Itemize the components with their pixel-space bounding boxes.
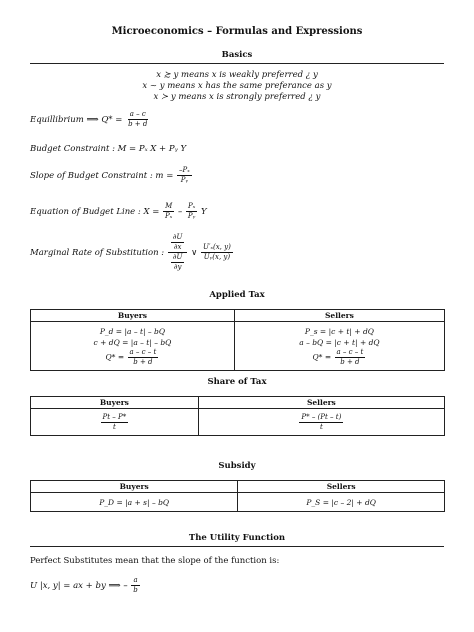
- equilibrium-fraction: [126, 110, 149, 129]
- slope-num: –Pₓ: [179, 166, 190, 174]
- applied-tax-sellers-num: a – c – t: [336, 347, 364, 356]
- applied-tax-sellers-line-2: a – bQ = |c + t| + dQ: [299, 337, 380, 347]
- mrs-mid: ∨: [191, 248, 198, 258]
- applied-tax-heading: Applied Tax: [209, 290, 265, 300]
- mrs-den-bot: ∂y: [173, 263, 182, 271]
- table-row: [31, 322, 445, 371]
- slope-fraction: [177, 166, 192, 185]
- share-of-tax-table: [30, 396, 445, 436]
- equilibrium-formula: [30, 110, 150, 129]
- share-of-tax-sellers-den: t: [319, 422, 323, 431]
- applied-tax-table: [30, 309, 445, 371]
- mrs-num-partial: [171, 233, 185, 252]
- mrs-compound-fraction: [168, 233, 188, 272]
- table-header-row: [31, 481, 445, 493]
- column-header-sellers: Sellers: [238, 481, 445, 493]
- mrs-lhs: Marginal Rate of Substitution :: [30, 248, 165, 258]
- utility-formula-den: b: [133, 586, 138, 594]
- subsidy-table: [30, 480, 445, 512]
- share-of-tax-sellers-num: P* – (Pt – t): [301, 412, 342, 421]
- applied-tax-sellers-den: b + d: [340, 357, 360, 366]
- share-of-tax-buyers-fraction: [101, 413, 129, 432]
- applied-tax-buyers-cell: [31, 322, 235, 371]
- share-of-tax-sellers-cell: [198, 409, 444, 436]
- budget-line-fraction-1: [163, 202, 174, 221]
- share-of-tax-heading: Share of Tax: [207, 377, 267, 387]
- applied-tax-sellers-cell: [234, 322, 444, 371]
- share-of-tax-sellers-fraction: [299, 413, 343, 432]
- slope-lhs: Slope of Budget Constraint : m =: [30, 171, 174, 181]
- share-of-tax-buyers-den: t: [112, 422, 116, 431]
- column-header-buyers: Buyers: [31, 310, 235, 322]
- applied-tax-sellers-fraction: [335, 348, 366, 367]
- mrs-r-den: Uᵧ(x, y): [203, 253, 231, 261]
- slope-formula: [30, 166, 193, 185]
- budget-line-tail: Y: [200, 207, 207, 217]
- subsidy-sellers-cell: P_S = |c – 2| + dQ: [238, 493, 445, 512]
- applied-tax-buyers-line-2: c + dQ = |a – t| – bQ: [93, 337, 172, 347]
- utility-rule: [30, 546, 444, 547]
- share-of-tax-buyers-num: Pt – P*: [102, 412, 127, 421]
- applied-tax-buyers-fraction: [128, 348, 159, 367]
- preference-strong: x ≻ y means x is strongly preferred ¿ y: [153, 92, 321, 102]
- mrs-formula: [30, 233, 234, 272]
- applied-tax-buyers-den: b + d: [133, 357, 153, 366]
- share-of-tax-buyers-cell: [31, 409, 199, 436]
- budget-constraint-formula: Budget Constraint : M = Pₓ X + Pᵧ Y: [30, 144, 187, 154]
- table-row: [31, 409, 445, 436]
- mrs-num-top: ∂U: [172, 233, 183, 241]
- applied-tax-sellers-q-lhs: Q* =: [312, 352, 332, 361]
- mrs-num-bot: ∂x: [173, 243, 182, 251]
- mrs-den-top: ∂U: [172, 253, 183, 261]
- table-header-row: [31, 397, 445, 409]
- applied-tax-buyers-num: a – c – t: [129, 347, 157, 356]
- slope-den: Pᵧ: [180, 176, 189, 184]
- applied-tax-buyers-q-lhs: Q* =: [105, 352, 125, 361]
- table-header-row: [31, 310, 445, 322]
- applied-tax-sellers-line-1: P_s = |c + t| + dQ: [304, 326, 374, 336]
- budget-line-minus: –: [177, 207, 183, 217]
- column-header-buyers: Buyers: [31, 397, 199, 409]
- utility-heading: The Utility Function: [188, 533, 286, 543]
- subsidy-heading: Subsidy: [218, 461, 256, 471]
- equilibrium-num: a – c: [129, 110, 146, 118]
- utility-formula-fraction: [131, 576, 139, 595]
- mrs-denominator: [168, 253, 188, 272]
- utility-formula-lhs: U |x, y| = ax + by ⟹ –: [30, 581, 128, 591]
- utility-description: Perfect Substitutes mean that the slope of the function is:: [30, 556, 280, 566]
- preference-weak: x ≿ y means x is weakly preferred ¿ y: [156, 70, 318, 80]
- budget-line-lhs: Equation of Budget Line : X =: [30, 207, 160, 217]
- column-header-sellers: Sellers: [234, 310, 444, 322]
- mrs-r-num: U′ₓ(x, y): [203, 243, 231, 251]
- budget-line-f1-num: M: [165, 202, 173, 210]
- utility-formula: [30, 576, 141, 595]
- mrs-right-fraction: [201, 243, 233, 262]
- preference-indifferent: x ~ y means x has the same preferance as y: [142, 81, 332, 91]
- equilibrium-lhs: Equillibrium ⟹ Q* =: [30, 115, 123, 125]
- table-row: [31, 493, 445, 512]
- budget-line-fraction-2: [186, 202, 197, 221]
- mrs-den-partial: [171, 253, 185, 272]
- budget-line-formula: [30, 202, 207, 221]
- subsidy-buyers-cell: P_D = |a + s| – bQ: [31, 493, 238, 512]
- budget-line-f2-num: Pₓ: [187, 202, 196, 210]
- column-header-buyers: Buyers: [31, 481, 238, 493]
- equilibrium-den: b + d: [128, 120, 148, 128]
- page-title: Microeconomics – Formulas and Expressions: [111, 26, 363, 37]
- applied-tax-buyers-line-1: P_d = |a – t| – bQ: [99, 326, 166, 336]
- applied-tax-buyers-quantity: [33, 348, 232, 367]
- utility-formula-num: a: [133, 576, 138, 584]
- column-header-sellers: Sellers: [198, 397, 444, 409]
- budget-line-f2-den: Pᵧ: [187, 212, 196, 220]
- budget-line-f1-den: Pₓ: [165, 212, 173, 220]
- basics-heading: Basics: [221, 50, 253, 60]
- mrs-numerator: [168, 233, 188, 253]
- applied-tax-sellers-quantity: [237, 348, 442, 367]
- basics-rule: [30, 63, 444, 64]
